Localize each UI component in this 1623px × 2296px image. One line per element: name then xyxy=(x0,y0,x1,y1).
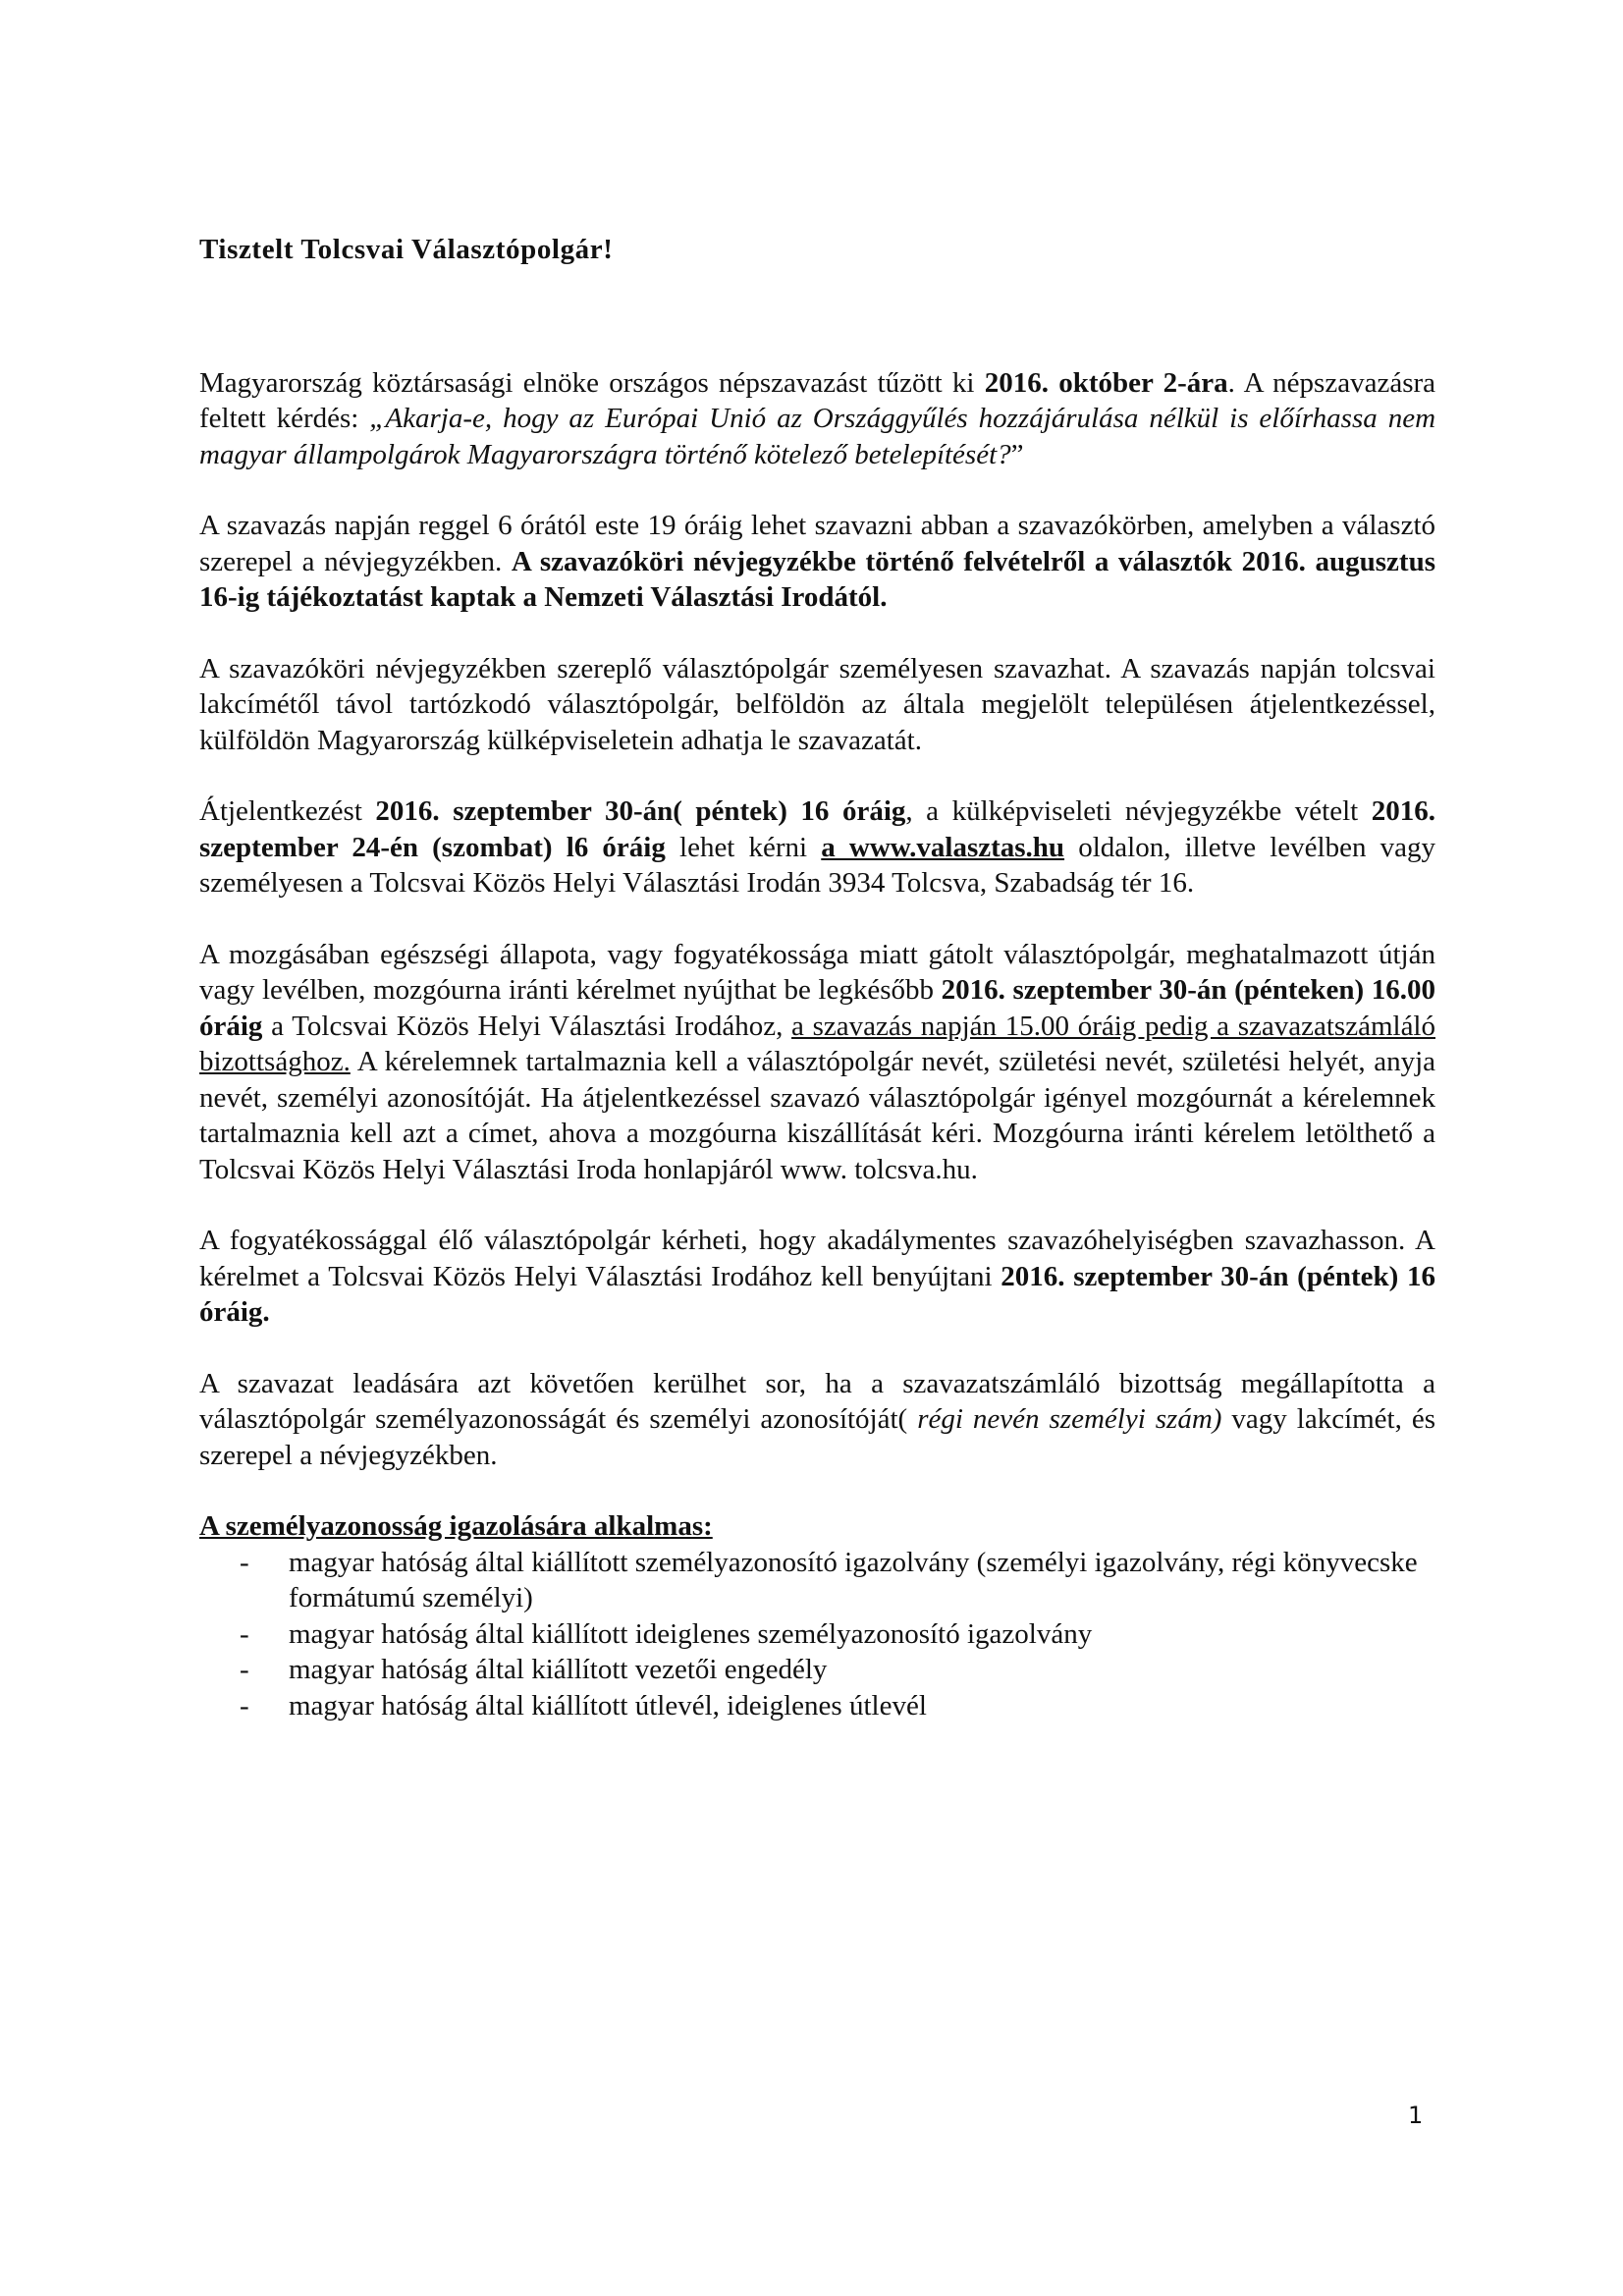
paragraph-voting-hours xyxy=(199,508,1435,616)
text-run: A mozgásában egészségi állapota, vagy fogyatékossága miatt gátolt választópolgár, meghatalmazott útján vagy levélben, mozgóurna iránti kérelmet nyújthat be legkésőbb xyxy=(199,938,1435,1006)
greeting: Tisztelt Tolcsvai Választópolgár! xyxy=(199,234,614,265)
text-run: A szavazóköri névjegyzékben szereplő választópolgár személyesen szavazhat. A szavazás napján tolcsvai lakcímétől távol tartózkodó választópolgár, belföldön az általa megjelölt településen átjelentkezéssel, külföldön Magyarország külképviseletein adhatja le szavazatát. xyxy=(199,652,1435,756)
list-item-text: magyar hatóság által kiállított személyazonosító igazolvány (személyi igazolvány, régi könyvecske formátumú személyi) xyxy=(289,1546,1418,1613)
referendum-question: „Akarja-e, hogy az Európai Unió az Országgyűlés hozzájárulása nélkül is előírhassa nem magyar állampolgárok Magyarországra történő kötelező betelepítését? xyxy=(199,403,1436,470)
text-run: lehet kérni xyxy=(665,831,822,863)
text-run: ” xyxy=(1010,438,1024,470)
list-item-text: magyar hatóság által kiállított vezetői engedély xyxy=(289,1654,828,1685)
paragraph-mobile-ballot-box xyxy=(199,937,1435,1188)
valasztas-link[interactable]: a www.valasztas.hu xyxy=(821,831,1065,863)
document-body xyxy=(199,232,1435,1723)
list-item-text: magyar hatóság által kiállított útlevél, ideiglenes útlevél xyxy=(289,1689,927,1722)
text-run: A fogyatékossággal élő választópolgár kérheti, hogy akadálymentes szavazóhelyiségben szavazhasson. A kérelmet a Tolcsvai Közös Helyi Választási Irodához kell benyújtani xyxy=(199,1225,1435,1292)
paragraph-transfer-registration xyxy=(199,793,1435,902)
id-documents-list xyxy=(199,1545,1435,1724)
text-run: A kérelemnek tartalmaznia kell a választópolgár nevét, születési nevét, születési helyét, anyja nevét, személyi azonosítóját. Ha átjelentkezéssel szavazó választópolgár igényel mozgóurnát a kérelemnek tartalmaznia kell azt a címet, ahova a mozgóurna kiszállítását kéri. Mozgóurna iránti kérelem letölthető a Tolcsvai Közös Helyi Választási Iroda honlapjáról www. tolcsva.hu. xyxy=(199,1046,1435,1185)
list-item xyxy=(199,1616,1435,1653)
list-bullet: - xyxy=(240,1654,249,1685)
list-bullet: - xyxy=(240,1546,249,1578)
list-item xyxy=(199,1652,1435,1688)
transfer-deadline: 2016. szeptember 30-án( péntek) 16 óráig xyxy=(375,795,906,827)
text-run: A szavazat leadására azt követően kerülhet sor, ha a szavazatszámláló bizottság megállapította a választópolgár személyazonosságát és személyi azonosítóját( xyxy=(199,1367,1435,1435)
text-run: , a külképviseleti névjegyzékbe vételt xyxy=(905,795,1372,827)
page-number: 1 xyxy=(1408,2102,1424,2129)
election-day-deadline: a szavazás napján 15.00 óráig pedig a szavazatszámláló bizottsághoz. xyxy=(199,1010,1435,1077)
paragraph-vote-casting xyxy=(199,1366,1435,1474)
paragraph-referendum-announcement xyxy=(199,365,1435,473)
text-run: . A népszavazásra feltett kérdés: xyxy=(199,366,1436,434)
registry-notice: A szavazóköri névjegyzékbe történő felvételről a választók 2016. augusztus 16-ig tájékoztatást kaptak a Nemzeti Választási Irodától. xyxy=(199,545,1435,613)
list-item xyxy=(199,1688,1435,1724)
text-run: oldalon, illetve levélben vagy személyesen a Tolcsvai Közös Helyi Választási Irodán 3934 Tolcsva, Szabadság tér 16. xyxy=(199,831,1435,899)
paragraph-voting-location xyxy=(199,651,1435,759)
list-bullet: - xyxy=(240,1689,249,1722)
text-run: Magyarország köztársasági elnöke országos népszavazást tűzött ki xyxy=(199,366,985,399)
list-bullet: - xyxy=(240,1617,249,1650)
accessibility-deadline: 2016. szeptember 30-án (péntek) 16 óráig. xyxy=(199,1260,1436,1328)
text-run: Átjelentkezést xyxy=(199,795,376,827)
text-run: vagy lakcímét, és szerepel a névjegyzékben. xyxy=(199,1403,1436,1471)
mobile-ballot-deadline: 2016. szeptember 30-án (pénteken) 16.00 óráig xyxy=(199,974,1436,1042)
personal-number-note: régi nevén személyi szám) xyxy=(917,1403,1222,1435)
embassy-deadline: 2016. szeptember 24-én (szombat) l6 óráig xyxy=(199,795,1435,863)
paragraph-accessible-polling xyxy=(199,1223,1435,1331)
id-documents-heading: A személyazonosság igazolására alkalmas: xyxy=(199,1510,713,1542)
text-run: A szavazás napján reggel 6 órától este 19 óráig lehet szavazni abban a szavazókörben, amelyben a választó szerepel a névjegyzékben. xyxy=(199,510,1435,577)
referendum-date: 2016. október 2-ára xyxy=(984,366,1228,399)
list-item-text: magyar hatóság által kiállított ideiglenes személyazonosító igazolvány xyxy=(289,1617,1093,1650)
text-run: a Tolcsvai Közös Helyi Választási Irodához, xyxy=(262,1010,792,1042)
list-item xyxy=(199,1545,1435,1616)
